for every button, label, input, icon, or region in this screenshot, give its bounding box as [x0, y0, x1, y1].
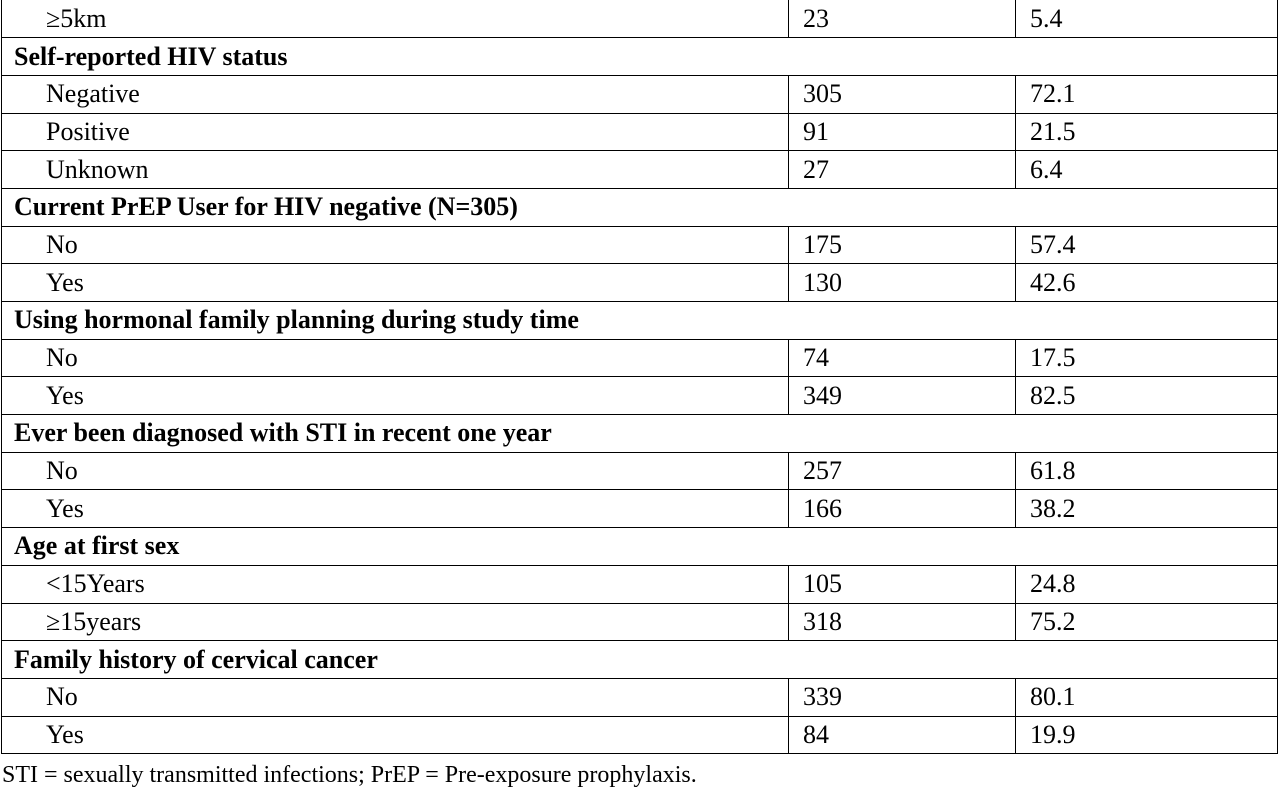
percent-cell: 82.5: [1016, 377, 1278, 415]
category-label: No: [2, 226, 789, 264]
table-body: [2, 0, 1278, 754]
count-cell: 318: [789, 603, 1016, 641]
count-cell: 339: [789, 678, 1016, 716]
count-cell: 27: [789, 151, 1016, 189]
percent-cell: 72.1: [1016, 75, 1278, 113]
percent-cell: 42.6: [1016, 264, 1278, 302]
percent-cell: 61.8: [1016, 452, 1278, 490]
table-row: [2, 75, 1278, 113]
category-label: ≥15years: [2, 603, 789, 641]
table-footnote: STI = sexually transmitted infections; PrEP = Pre-exposure prophylaxis.: [2, 762, 697, 788]
percent-cell: 21.5: [1016, 113, 1278, 151]
category-label: ≥5km: [2, 0, 789, 38]
percent-cell: 24.8: [1016, 565, 1278, 603]
section-label: Self-reported HIV status: [2, 38, 1278, 76]
percent-cell: 17.5: [1016, 339, 1278, 377]
table-row: [2, 377, 1278, 415]
table-row: [2, 452, 1278, 490]
percent-cell: 19.9: [1016, 716, 1278, 754]
table-row: [2, 678, 1278, 716]
table-row: [2, 113, 1278, 151]
table-row: [2, 151, 1278, 189]
section-header-row: [2, 188, 1278, 226]
section-label: Using hormonal family planning during study time: [2, 302, 1278, 340]
category-label: <15Years: [2, 565, 789, 603]
category-label: Negative: [2, 75, 789, 113]
table-row: [2, 603, 1278, 641]
table-row: [2, 264, 1278, 302]
section-header-row: [2, 415, 1278, 453]
percent-cell: 80.1: [1016, 678, 1278, 716]
count-cell: 105: [789, 565, 1016, 603]
characteristics-table: [1, 0, 1278, 754]
percent-cell: 75.2: [1016, 603, 1278, 641]
section-header-row: [2, 302, 1278, 340]
category-label: Yes: [2, 264, 789, 302]
table-row: [2, 226, 1278, 264]
table-row: [2, 490, 1278, 528]
category-label: Yes: [2, 716, 789, 754]
section-header-row: [2, 641, 1278, 679]
count-cell: 305: [789, 75, 1016, 113]
table-row: [2, 0, 1278, 38]
section-header-row: [2, 38, 1278, 76]
count-cell: 74: [789, 339, 1016, 377]
count-cell: 166: [789, 490, 1016, 528]
percent-cell: 6.4: [1016, 151, 1278, 189]
section-label: Ever been diagnosed with STI in recent one year: [2, 415, 1278, 453]
section-label: Age at first sex: [2, 528, 1278, 566]
percent-cell: 57.4: [1016, 226, 1278, 264]
category-label: Yes: [2, 377, 789, 415]
category-label: Yes: [2, 490, 789, 528]
count-cell: 349: [789, 377, 1016, 415]
count-cell: 175: [789, 226, 1016, 264]
count-cell: 84: [789, 716, 1016, 754]
count-cell: 130: [789, 264, 1016, 302]
category-label: Unknown: [2, 151, 789, 189]
section-label: Current PrEP User for HIV negative (N=305): [2, 188, 1278, 226]
table-row: [2, 716, 1278, 754]
count-cell: 23: [789, 0, 1016, 38]
count-cell: 257: [789, 452, 1016, 490]
section-header-row: [2, 528, 1278, 566]
category-label: No: [2, 339, 789, 377]
table-row: [2, 565, 1278, 603]
category-label: No: [2, 452, 789, 490]
percent-cell: 38.2: [1016, 490, 1278, 528]
category-label: Positive: [2, 113, 789, 151]
category-label: No: [2, 678, 789, 716]
count-cell: 91: [789, 113, 1016, 151]
section-label: Family history of cervical cancer: [2, 641, 1278, 679]
percent-cell: 5.4: [1016, 0, 1278, 38]
table-row: [2, 339, 1278, 377]
